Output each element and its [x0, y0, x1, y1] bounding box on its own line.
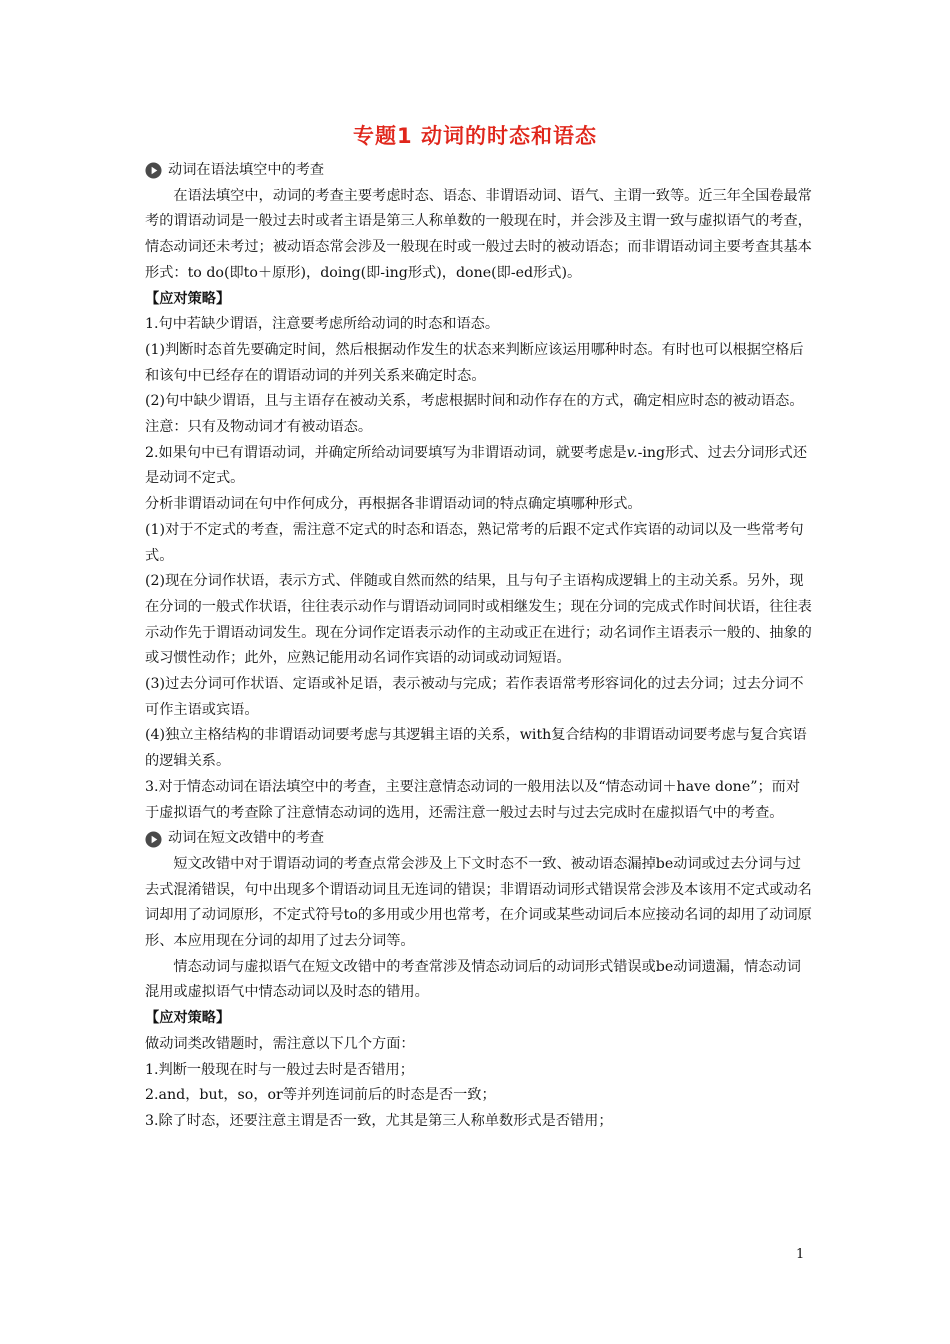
strategy-item: 1.句中若缺少谓语，注意要考虑所给动词的时态和语态。	[145, 316, 500, 333]
strategy-item: 做动词类改错题时，需注意以下几个方面：	[145, 1035, 415, 1052]
strategy-item-text: -ing形式、过去分词形式还是动词不定式。	[145, 444, 808, 487]
play-circle-icon	[145, 831, 162, 848]
section-heading-label: 动词在短文改错中的考查	[168, 830, 325, 847]
play-circle-icon	[145, 162, 162, 179]
strategy-item: 分析非谓语动词在句中作何成分，再根据各非谓语动词的特点确定填哪种形式。	[145, 496, 642, 513]
strategy-item: (1)对于不定式的考查，需注意不定式的时态和语态，熟记常考的后跟不定式作宾语的动词以及一些常考句式。	[145, 521, 804, 564]
document-body	[145, 158, 813, 1135]
page-number: 1	[796, 1247, 805, 1262]
strategy-item: (4)独立主格结构的非谓语动词要考虑与其逻辑主语的关系，with复合结构的非谓语动词要考虑与复合宾语的逻辑关系。	[145, 727, 807, 770]
strategy-label: 【应对策略】	[145, 290, 231, 307]
section-intro-paragraph: 在语法填空中，动词的考查主要考虑时态、语态、非谓语动词、语气、主谓一致等。近三年全国卷最常考的谓语动词是一般过去时或者主语是第三人称单数的一般现在时，并会涉及主谓一致与虚拟语气的考查，情态动词还未考过；被动语态常会涉及一般现在时或一般过去时的被动语态；而非谓语动词主要考查其基本形式：to do(即to＋原形)，doing(即-ing形式)，done(即-ed形式)。	[145, 187, 812, 281]
strategy-item: (2)句中缺少谓语，且与主语存在被动关系，考虑根据时间和动作存在的方式，确定相应时态的被动语态。注意：只有及物动词才有被动语态。	[145, 393, 804, 436]
strategy-item: 3.除了时态，还要注意主谓是否一致，尤其是第三人称单数形式是否错用；	[145, 1112, 613, 1129]
section-paragraph: 情态动词与虚拟语气在短文改错中的考查常涉及情态动词后的动词形式错误或be动词遗漏，情态动词混用或虚拟语气中情态动词以及时态的错用。	[145, 958, 801, 1001]
section-heading-error-correction	[145, 826, 813, 852]
strategy-item	[145, 441, 813, 492]
strategy-item-text: 2.如果句中已有谓语动词，并确定所给动词要填写为非谓语动词，就要考虑是	[145, 444, 627, 461]
section-heading-label: 动词在语法填空中的考查	[168, 162, 325, 178]
section-heading-grammar-fill	[145, 158, 813, 184]
strategy-item: 1.判断一般现在时与一般过去时是否错用；	[145, 1061, 414, 1078]
strategy-item: (1)判断时态首先要确定时间，然后根据动作发生的状态来判断应该运用哪种时态。有时也可以根据空格后和该句中已经存在的谓语动词的并列关系来确定时态。	[145, 341, 804, 384]
strategy-item: (2)现在分词作状语，表示方式、伴随或自然而然的结果，且与句子主语构成逻辑上的主动关系。另外，现在分词的一般式作状语，往往表示动作与谓语动词同时或相继发生；现在分词的完成式作时间状语，往往表示动作先于谓语动词发生。现在分词作定语表示动作的主动或正在进行；动名词作主语表示一般的、抽象的或习惯性动作；此外，应熟记能用动名词作宾语的动词或动词短语。	[145, 573, 812, 667]
strategy-item: 3.对于情态动词在语法填空中的考查，主要注意情态动词的一般用法以及“情态动词＋have done”；而对于虚拟语气的考查除了注意情态动词的选用，还需注意一般过去时与过去完成时在虚拟语气中的考查。	[145, 778, 801, 821]
strategy-item: 2.and，but，so，or等并列连词前后的时态是否一致；	[145, 1087, 496, 1104]
section-paragraph: 短文改错中对于谓语动词的考查点常会涉及上下文时态不一致、被动语态漏掉be动词或过去分词与过去式混淆错误，句中出现多个谓语动词且无连词的错误；非谓语动词形式错误常会涉及本该用不定式或动名词却用了动词原形，不定式符号to的多用或少用也常考，在介词或某些动词后本应接动名词的却用了动词原形、本应用现在分词的却用了过去分词等。	[145, 855, 812, 950]
italic-v-label: v.	[626, 444, 638, 461]
strategy-item: (3)过去分词可作状语、定语或补足语，表示被动与完成；若作表语常考形容词化的过去分词；过去分词不可作主语或宾语。	[145, 676, 804, 718]
page-title: 专题1 动词的时态和语态	[353, 124, 597, 148]
strategy-label: 【应对策略】	[145, 1010, 231, 1027]
